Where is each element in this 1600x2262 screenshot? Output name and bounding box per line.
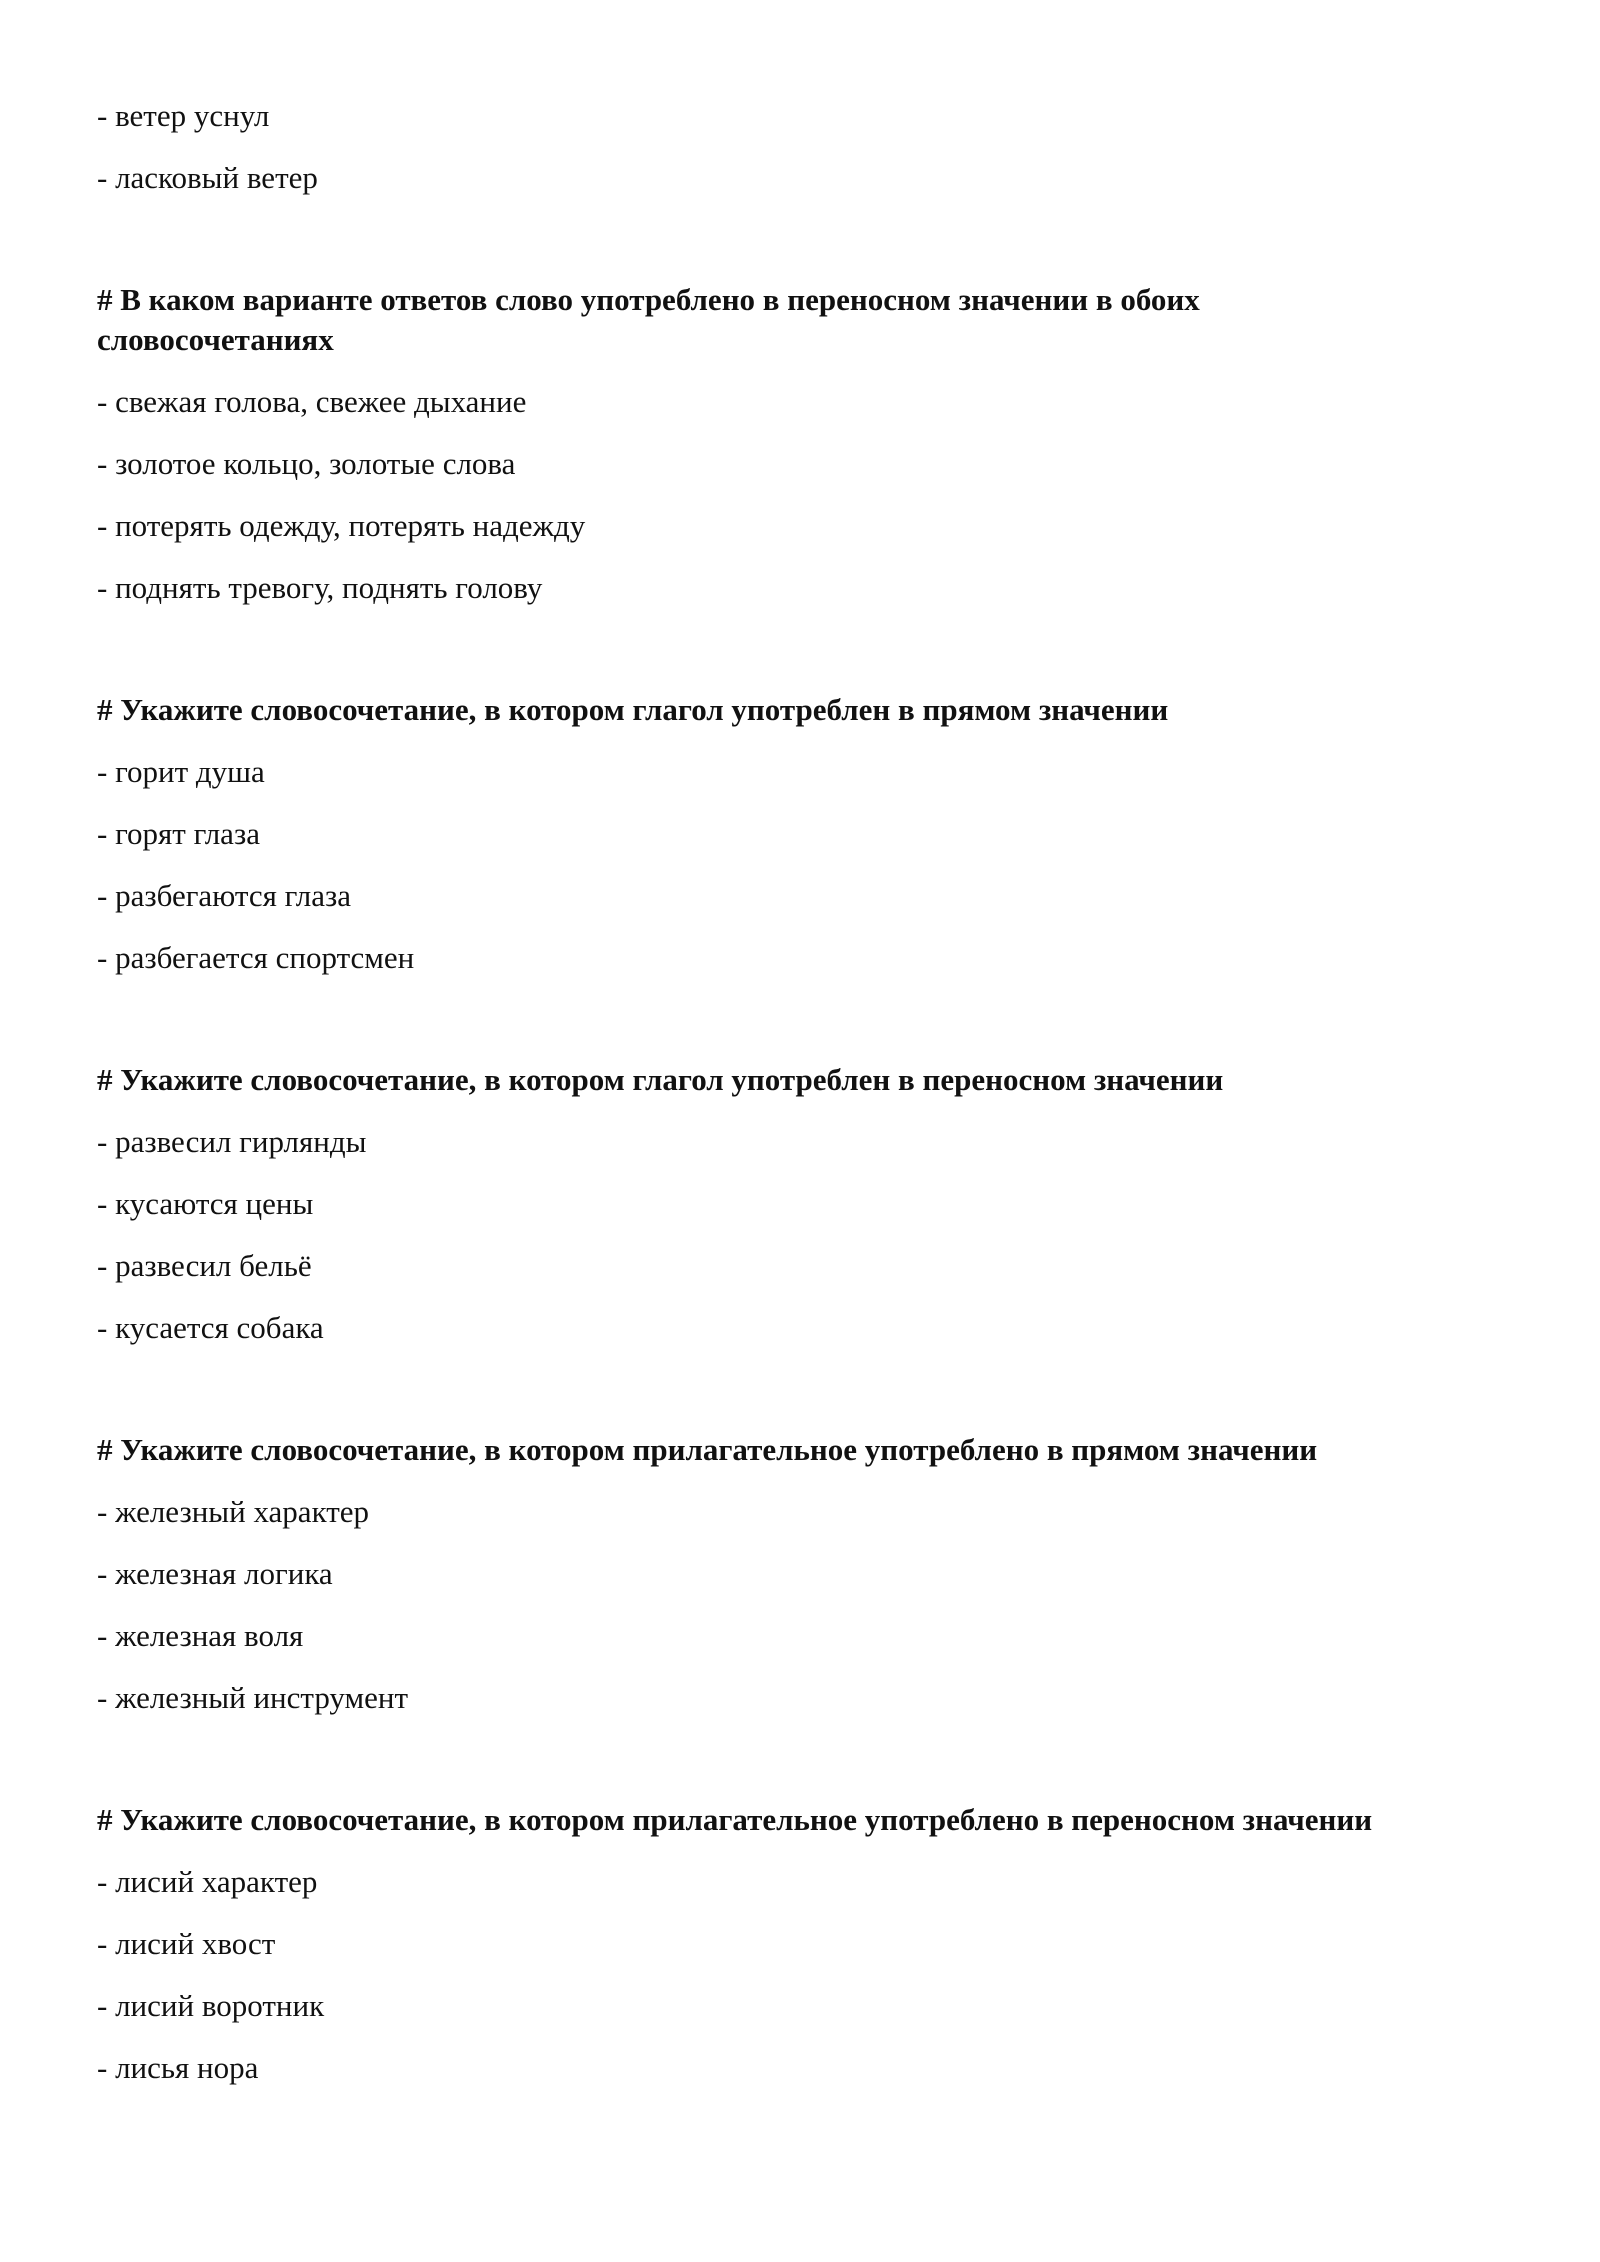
answer-option: - горят глаза <box>97 816 260 851</box>
document-page <box>97 96 1517 2088</box>
answer-option: - развесил гирлянды <box>97 1124 367 1159</box>
answer-option: - лисий воротник <box>97 1988 325 2023</box>
answer-option: - кусается собака <box>97 1310 324 1345</box>
answer-option: - кусаются цены <box>97 1186 314 1221</box>
answer-option: - потерять одежду, потерять надежду <box>97 508 586 543</box>
answer-option: - железная логика <box>97 1556 333 1591</box>
answer-option: - лисий характер <box>97 1864 318 1899</box>
answer-option: - поднять тревогу, поднять голову <box>97 570 543 605</box>
answer-option: - горит душа <box>97 754 265 789</box>
answer-option: - лисий хвост <box>97 1926 276 1961</box>
answer-option: - железная воля <box>97 1618 304 1653</box>
question-heading: # Укажите словосочетание, в котором глагол употреблен в переносном значении <box>97 1062 1224 1097</box>
answer-option: - развесил бельё <box>97 1248 312 1283</box>
question-heading: # В каком варианте ответов слово употреблено в переносном значении в обоих словосочетаниях <box>97 282 1200 357</box>
question-heading: # Укажите словосочетание, в котором глагол употреблен в прямом значении <box>97 692 1169 727</box>
answer-option: - разбегается спортсмен <box>97 940 415 975</box>
answer-option: - лисья нора <box>97 2050 259 2085</box>
question-heading: # Укажите словосочетание, в котором прилагательное употреблено в переносном значении <box>97 1802 1373 1837</box>
answer-option: - ветер уснул <box>97 98 270 133</box>
answer-option: - разбегаются глаза <box>97 878 351 913</box>
answer-option: - железный инструмент <box>97 1680 409 1715</box>
answer-option: - свежая голова, свежее дыхание <box>97 384 527 419</box>
answer-option: - железный характер <box>97 1494 370 1529</box>
answer-option: - золотое кольцо, золотые слова <box>97 446 516 481</box>
question-heading: # Укажите словосочетание, в котором прилагательное употреблено в прямом значении <box>97 1432 1318 1467</box>
answer-option: - ласковый ветер <box>97 160 318 195</box>
